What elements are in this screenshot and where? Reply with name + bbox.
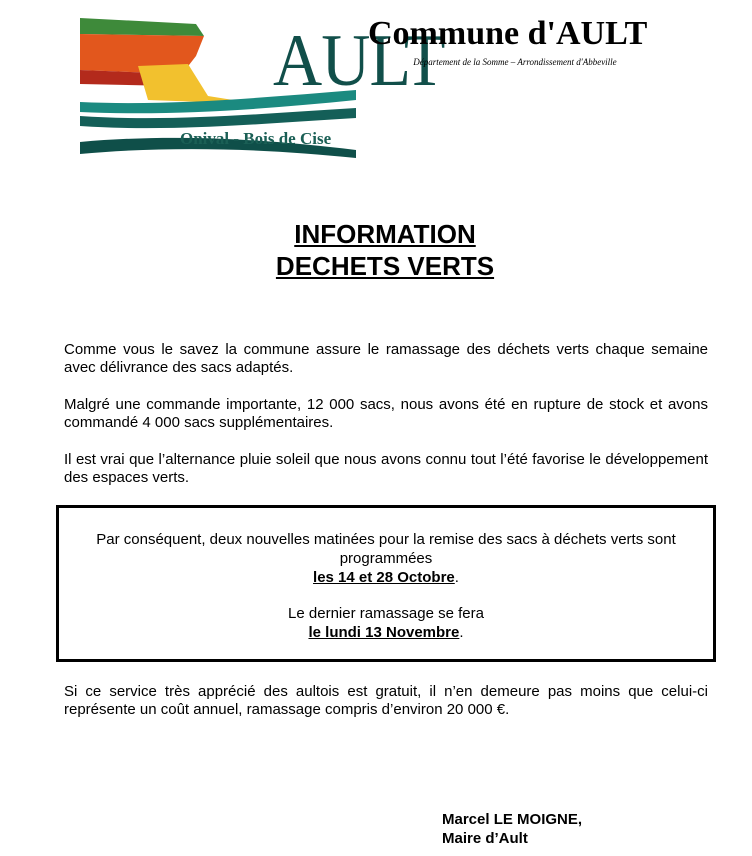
notice-dates-suffix: . [454, 569, 459, 586]
notice-line-1: Par conséquent, deux nouvelles matinées pour la remise des sacs à déchets verts sont programmées [96, 531, 676, 567]
notice-box [56, 505, 716, 662]
paragraph-cost: Si ce service très apprécié des aultois est gratuit, il n’en demeure pas moins que celui-ci représente un coût annuel, ramassage compris d’environ 20 000 €. [64, 683, 708, 718]
paragraph-collection: Comme vous le savez la commune assure le ramassage des déchets verts chaque semaine avec délivrance des sacs adaptés. [64, 341, 708, 376]
department-line: Département de la Somme – Arrondissement d'Abbeville [413, 57, 617, 67]
title-line-2: DECHETS VERTS [275, 251, 495, 281]
notice-last-date: le lundi 13 Novembre [308, 624, 460, 641]
notice-dates-line [59, 568, 713, 587]
page-title [0, 218, 752, 282]
paragraph-stock: Malgré une commande importante, 12 000 sacs, nous avons été en rupture de stock et avons commandé 4 000 sacs supplémentaires. [64, 396, 708, 431]
paragraph-weather: Il est vrai que l’alternance pluie soleil que nous avons connu tout l’été favorise le développement des espaces verts. [64, 451, 708, 486]
logo-subtitle: Onival - Bois de Cise [180, 129, 332, 148]
notice-line-2: Le dernier ramassage se fera [288, 605, 484, 622]
signature-name: Marcel LE MOIGNE, [442, 811, 583, 828]
notice-last-suffix: . [459, 624, 464, 641]
signature-role: Maire d’Ault [442, 830, 528, 847]
notice-dates: les 14 et 28 Octobre [313, 569, 455, 586]
logo-word: AULT [273, 20, 445, 102]
notice-last-line [59, 623, 713, 642]
commune-logo [78, 14, 445, 162]
commune-title: Commune d'AULT [368, 15, 648, 52]
title-line-1: INFORMATION [294, 219, 476, 249]
signature [442, 810, 582, 848]
